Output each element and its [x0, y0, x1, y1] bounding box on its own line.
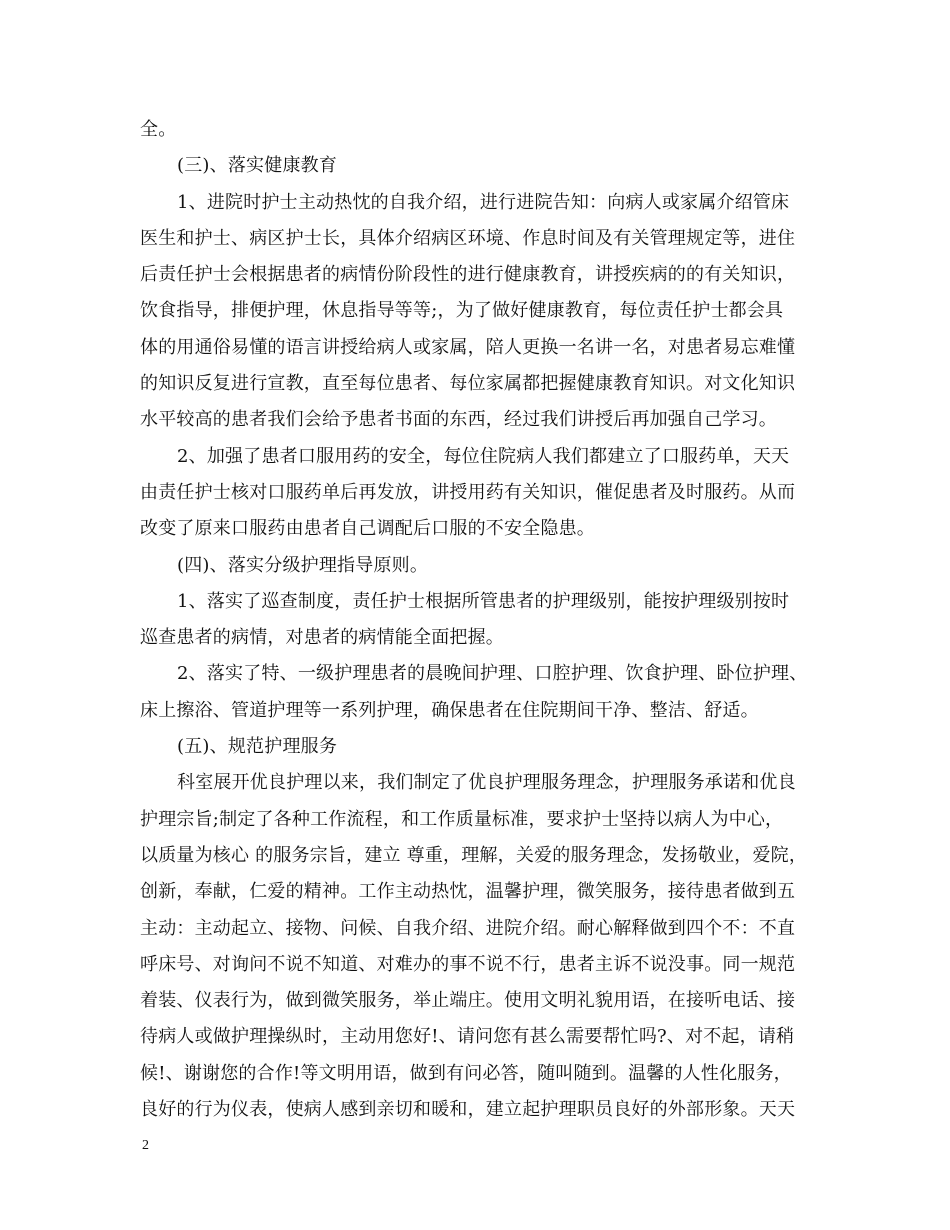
- text-line: 饮食指导，排便护理，休息指导等等;，为了做好健康教育，每位责任护士都会具: [140, 300, 784, 322]
- text-line: 由责任护士核对口服药单后再发放，讲授用药有关知识，催促患者及时服药。从而: [140, 481, 796, 503]
- text-line: 水平较高的患者我们会给予患者书面的东西，经过我们讲授后再加强自己学习。: [140, 409, 777, 431]
- text-line: 2、加强了患者口服用药的安全，每位住院病人我们都建立了口服药单，天天: [177, 445, 790, 467]
- text-line: 巡查患者的病情，对患者的病情能全面把握。: [140, 627, 504, 649]
- text-line: 全。: [140, 119, 177, 140]
- page-number: 2: [142, 1138, 149, 1153]
- text-line: 体的用通俗易懂的语言讲授给病人或家属，陪人更换一名讲一名，对患者易忘难懂: [140, 336, 796, 358]
- text-line: 创新，奉献，仁爱的精神。工作主动热忱，温馨护理，微笑服务，接待患者做到五: [140, 881, 796, 903]
- text-line: 着装、仪表行为，做到微笑服务，举止端庄。使用文明礼貌用语，在接听电话、接: [140, 990, 796, 1012]
- text-line: 以质量为核心 的服务宗旨，建立 尊重，理解，关爱的服务理念，发扬敬业，爱院，: [140, 844, 808, 866]
- text-line: 的知识反复进行宣教，直至每位患者、每位家属都把握健康教育知识。对文化知识: [140, 373, 796, 395]
- text-line: 2、落实了特、一级护理患者的晨晚间护理、口腔护理、饮食护理、卧位护理、: [177, 663, 808, 685]
- text-line: 主动：主动起立、接物、问候、自我介绍、进院介绍。耐心解释做到四个不：不直: [140, 917, 796, 939]
- text-line: 床上擦浴、管道护理等一系列护理，确保患者在住院期间干净、整洁、舒适。: [140, 699, 759, 721]
- text-line: 待病人或做护理操纵时，主动用您好!、请问您有甚么需要帮忙吗?、对不起，请稍: [140, 1026, 795, 1048]
- text-line: 改变了原来口服药由患者自己调配后口服的不安全隐患。: [140, 518, 595, 540]
- section-heading: (三)、落实健康教育: [177, 155, 338, 177]
- text-line: 1、进院时护士主动热忱的自我介绍，进行进院告知：向病人或家属介绍管床: [177, 191, 790, 213]
- section-heading: (五)、规范护理服务: [177, 736, 338, 758]
- text-line: 良好的行为仪表，使病人感到亲切和暖和，建立起护理职员良好的外部形象。天天: [140, 1099, 796, 1121]
- body-text: [140, 112, 820, 1128]
- text-line: 呼床号、对询问不说不知道、对难办的事不说不行，患者主诉不说没事。同一规范: [140, 953, 796, 975]
- text-line: 科室展开优良护理以来，我们制定了优良护理服务理念，护理服务承诺和优良: [177, 772, 796, 794]
- text-line: 护理宗旨;制定了各种工作流程，和工作质量标准，要求护士坚持以病人为中心，: [140, 808, 784, 830]
- text-line: 后责任护士会根据患者的病情份阶段性的进行健康教育，讲授疾病的的有关知识，: [140, 264, 796, 286]
- text-line: 医生和护士、病区护士长，具体介绍病区环境、作息时间及有关管理规定等，进住: [140, 227, 796, 249]
- text-line: 1、落实了巡查制度，责任护士根据所管患者的护理级别，能按护理级别按时: [177, 590, 790, 612]
- section-heading: (四)、落实分级护理指导原则。: [177, 554, 429, 576]
- text-line: 候!、谢谢您的合作!等文明用语，做到有问必答，随叫随到。温馨的人性化服务，: [140, 1062, 792, 1084]
